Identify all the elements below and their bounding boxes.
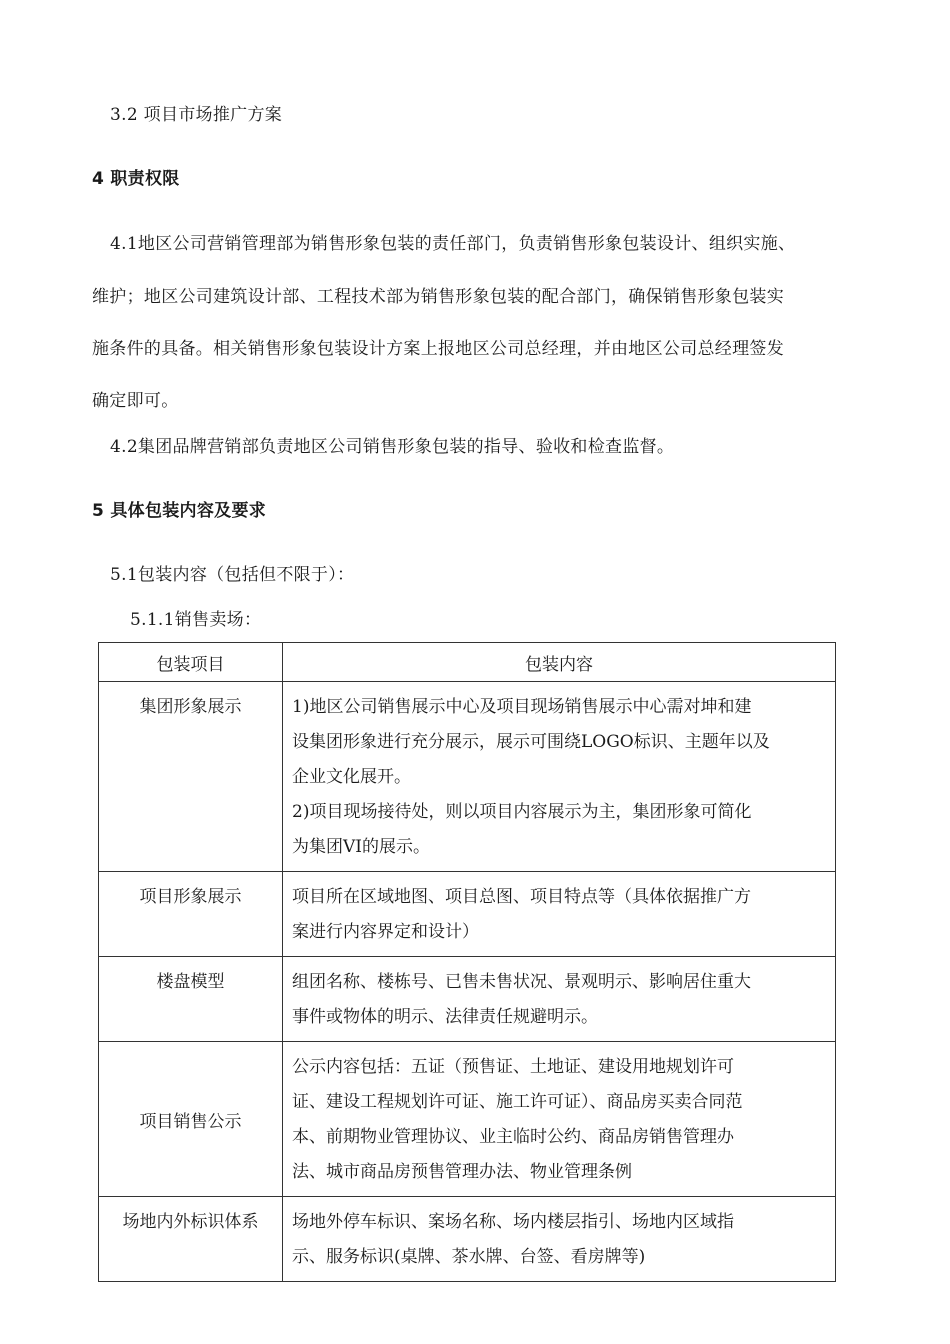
row-content xyxy=(283,957,836,1042)
table-row xyxy=(99,682,836,872)
section-3-2-text: 3.2 项目市场推广方案 xyxy=(110,105,283,125)
header-content: 包装内容 xyxy=(283,643,836,682)
row-item-label: 集团形象展示 xyxy=(99,682,283,872)
content-line: 公示内容包括：五证（预售证、土地证、建设用地规划许可 xyxy=(292,1057,734,1077)
row-content xyxy=(283,872,836,957)
content-line: 法、城市商品房预售管理办法、物业管理条例 xyxy=(292,1162,632,1182)
content-line: 示、服务标识(桌牌、茶水牌、台签、看房牌等) xyxy=(292,1247,646,1267)
row-item-label: 楼盘模型 xyxy=(99,957,283,1042)
section-5-heading: 5 具体包装内容及要求 xyxy=(92,501,267,521)
section-4-heading: 4 职责权限 xyxy=(92,169,180,189)
content-line: 证、建设工程规划许可证、施工许可证）、商品房买卖合同范 xyxy=(292,1092,743,1112)
content-line: 项目所在区域地图、项目总图、项目特点等（具体依据推广方 xyxy=(292,887,751,907)
row-item-label: 项目形象展示 xyxy=(99,872,283,957)
row-content xyxy=(283,1197,836,1282)
table-header-row xyxy=(99,643,836,682)
table-row xyxy=(99,1197,836,1282)
row-content xyxy=(283,1042,836,1197)
table-row xyxy=(99,872,836,957)
row-item-label: 项目销售公示 xyxy=(99,1042,283,1197)
content-line: 企业文化展开。 xyxy=(292,767,411,787)
header-item: 包装项目 xyxy=(99,643,283,682)
packaging-table xyxy=(98,642,836,1282)
paragraph-4-1-line-4: 确定即可。 xyxy=(92,391,179,411)
content-line: 组团名称、楼栋号、已售未售状况、景观明示、影响居住重大 xyxy=(292,972,751,992)
content-line: 1)地区公司销售展示中心及项目现场销售展示中心需对坤和建 xyxy=(292,697,752,717)
paragraph-5-1: 5.1包装内容（包括但不限于）： xyxy=(110,565,355,585)
table-row xyxy=(99,957,836,1042)
row-item-label: 场地内外标识体系 xyxy=(99,1197,283,1282)
paragraph-5-1-1: 5.1.1销售卖场： xyxy=(130,610,262,630)
paragraph-4-2: 4.2集团品牌营销部负责地区公司销售形象包装的指导、验收和检查监督。 xyxy=(110,437,675,457)
row-content xyxy=(283,682,836,872)
paragraph-4-1-line-3: 施条件的具备。相关销售形象包装设计方案上报地区公司总经理，并由地区公司总经理签发 xyxy=(92,339,784,359)
content-line: 2)项目现场接待处，则以项目内容展示为主，集团形象可简化 xyxy=(292,802,752,822)
content-line: 场地外停车标识、案场名称、场内楼层指引、场地内区域指 xyxy=(292,1212,734,1232)
content-line: 案进行内容界定和设计） xyxy=(292,922,479,942)
paragraph-4-1-line-1: 4.1地区公司营销管理部为销售形象包装的责任部门，负责销售形象包装设计、组织实施、 xyxy=(110,234,796,254)
content-line: 设集团形象进行充分展示，展示可围绕LOGO标识、主题年以及 xyxy=(292,732,770,752)
table-row xyxy=(99,1042,836,1197)
content-line: 事件或物体的明示、法律责任规避明示。 xyxy=(292,1007,598,1027)
content-line: 本、前期物业管理协议、业主临时公约、商品房销售管理办 xyxy=(292,1127,734,1147)
content-line: 为集团VI的展示。 xyxy=(292,837,430,857)
paragraph-4-1-line-2: 维护；地区公司建筑设计部、工程技术部为销售形象包装的配合部门，确保销售形象包装实 xyxy=(92,287,784,307)
